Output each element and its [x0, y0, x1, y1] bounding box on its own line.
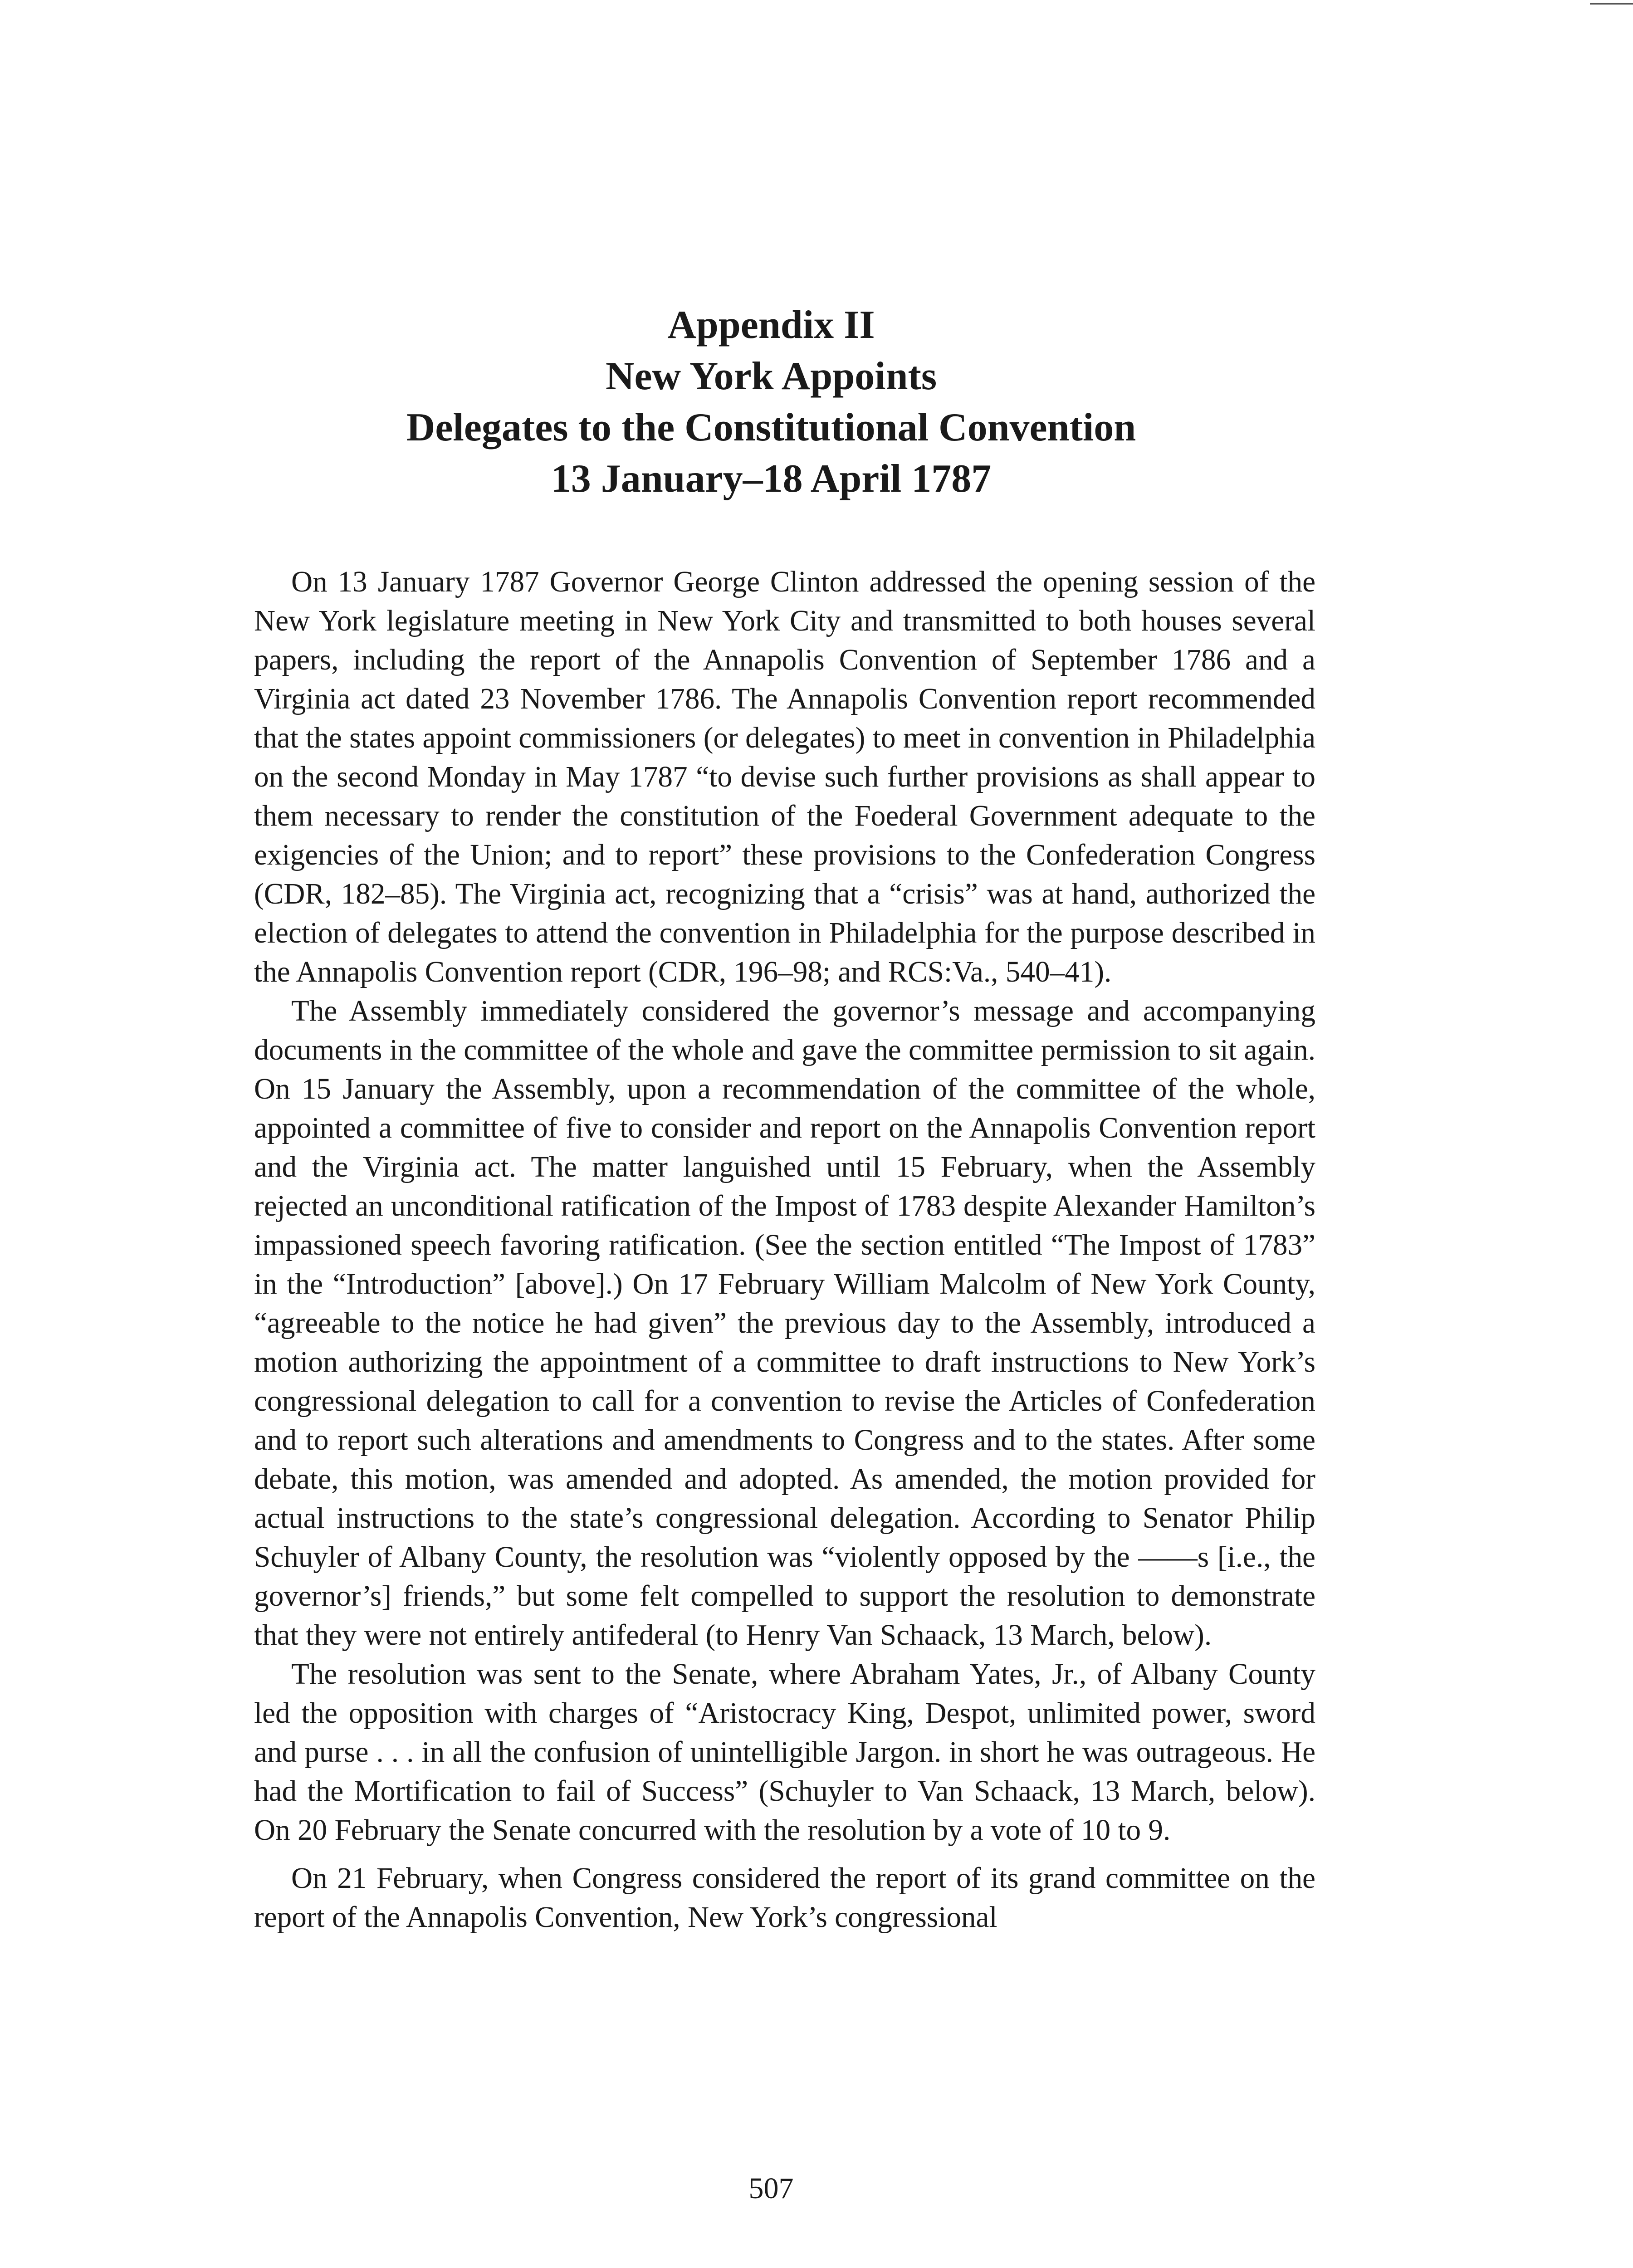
paragraph-2: The Assembly immediately considered the governor’s message and accompanying documents in the committee of the whole and gave the committee permission to sit again. On 15 January the Assembly, upon a recommendation of the committee of the whole, appointed a committee of five to consider and report on the Annapolis Convention report and the Virginia act. The matter languished until 15 February, when the Assembly rejected an unconditional ratification of the Impost of 1783 despite Alexander Hamilton’s impassioned speech favoring ratification. (See the section entitled “The Impost of 1783” in the “Introduction” [above].) On 17 February William Malcolm of New York County, “agreeable to the notice he had given” the previous day to the Assembly, introduced a motion authorizing the appointment of a committee to draft instructions to New York’s congressional delegation to call for a convention to revise the Articles of Confederation and to report such alterations and amendments to Congress and to the states. After some debate, this motion, was amended and adopted. As amended, the motion provided for actual instructions to the state’s congressional delegation. According to Senator Philip Schuyler of Albany County, the resolution was “violently opposed by the ——s [i.e., the governor’s] friends,” but some felt compelled to support the resolution to demonstrate that they were not entirely antifederal (to Henry Van Schaack, 13 March, below). [254, 995, 1315, 1652]
title-date-range: 13 January–18 April 1787 [551, 457, 992, 501]
paragraph-1: On 13 January 1787 Governor George Clinton addressed the opening session of the New York legislature meeting in New York City and transmitted to both houses several papers, including the report of the Annapolis Convention of September 1786 and a Virginia act dated 23 November 1786. The Annapolis Convention report recommended that the states appoint commissioners (or delegates) to meet in convention in Philadelphia on the second Monday in May 1787 “to devise such further provisions as shall appear to them necessary to render the constitution of the Foederal Government adequate to the exigencies of the Union; and to report” these provisions to the Confederation Congress (CDR, 182–85). The Virginia act, recognizing that a “crisis” was at hand, authorized the election of delegates to attend the convention in Philadelphia for the purpose described in the Annapolis Convention report (CDR, 196–98; and RCS:Va., 540–41). [254, 566, 1315, 988]
paragraph-3: The resolution was sent to the Senate, where Abraham Yates, Jr., of Albany County led the opposition with charges of “Aristocracy King, Despot, unlimited power, sword and purse . . . in all the confusion of unintelligible Jargon. in short he was outrageous. He had the Mortification to fail of Success” (Schuyler to Van Schaack, 13 March, below). On 20 February the Senate concurred with the resolution by a vote of 10 to 9. [254, 1658, 1315, 1847]
page-number: 507 [748, 2172, 794, 2205]
appendix-title-block [181, 299, 1361, 504]
title-line-2: New York Appoints [605, 354, 937, 398]
body-text [254, 562, 1315, 1937]
paragraph-4: On 21 February, when Congress considered the report of its grand committee on the report of the Annapolis Convention, New York’s congressional [254, 1862, 1315, 1934]
title-line-3: Delegates to the Constitutional Convention [406, 406, 1136, 450]
appendix-heading: Appendix II [667, 303, 875, 347]
